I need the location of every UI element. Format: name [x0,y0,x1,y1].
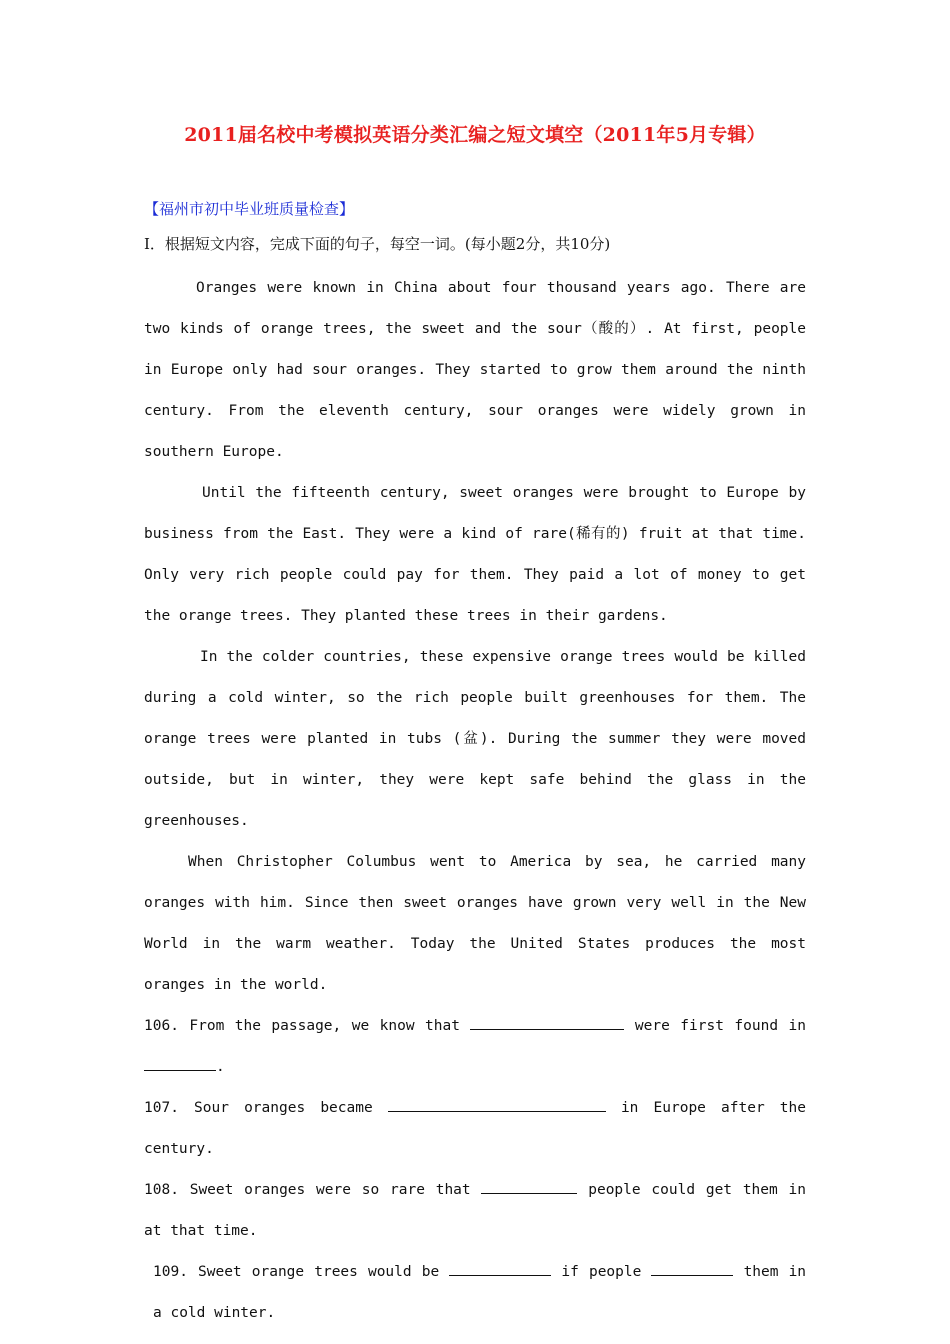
question-109 [144,1252,806,1334]
question-107-blank-1[interactable] [388,1097,606,1112]
question-109-text-3: them in a cold winter. [153,1264,807,1321]
question-106-blank-2[interactable] [144,1056,216,1071]
question-106-text-3: . [216,1059,225,1075]
question-109-blank-2[interactable] [651,1261,733,1276]
question-107-text-2: in Europe after the century. [144,1100,806,1157]
exam-source-label: 【福州市初中毕业班质量检查】 [144,200,355,218]
passage-paragraph-3: In the colder countries, these expensive orange trees would be killed during a cold winter, so the rich people built greenhouses for them. The orange trees were planted in tubs (盆). During the summer they were moved outside, but in winter, they were kept safe behind the glass in the greenhouses. [144,649,806,829]
question-106-text-1: 106. From the passage, we know that [144,1018,460,1034]
passage-paragraph-1: Oranges were known in China about four thousand years ago. There are two kinds of orange trees, the sweet and the sour（酸的）. At first, people in Europe only had sour oranges. They started to grow them around the ninth century. From the eleventh century, sour oranges were widely grown in southern Europe. [144,280,806,460]
passage-paragraph-4: When Christopher Columbus went to America by sea, he carried many oranges with him. Since then sweet oranges have grown very well in the New World in the warm weather. Today the United States produces the most oranges in the world. [144,854,806,993]
question-106-text-2: were first found in [634,1018,806,1034]
question-108-blank-1[interactable] [481,1179,577,1194]
question-108-text-1: 108. Sweet oranges were so rare that [144,1182,471,1198]
question-108-text-2: people could get them in at that time. [144,1182,806,1239]
question-107-text-1: 107. Sour oranges became [144,1100,373,1116]
question-109-text-1: 109. Sweet orange trees would be [153,1264,440,1280]
question-106 [144,1006,806,1088]
question-109-blank-1[interactable] [449,1261,551,1276]
page-title: 2011届名校中考模拟英语分类汇编之短文填空（2011年5月专辑） [184,124,766,146]
question-108 [144,1170,806,1252]
passage-paragraph-2: Until the fifteenth century, sweet oranges were brought to Europe by business from the East. They were a kind of rare(稀有的) fruit at that time. Only very rich people could pay for them. They paid a lot of money to get the orange trees. They planted these trees in their gardens. [144,485,806,624]
question-109-text-2: if people [561,1264,642,1280]
question-106-blank-1[interactable] [470,1015,624,1030]
passage-body [144,268,806,1334]
section-instruction: I．根据短文内容，完成下面的句子，每空一词。(每小题2分，共10分) [144,235,611,253]
question-107 [144,1088,806,1170]
